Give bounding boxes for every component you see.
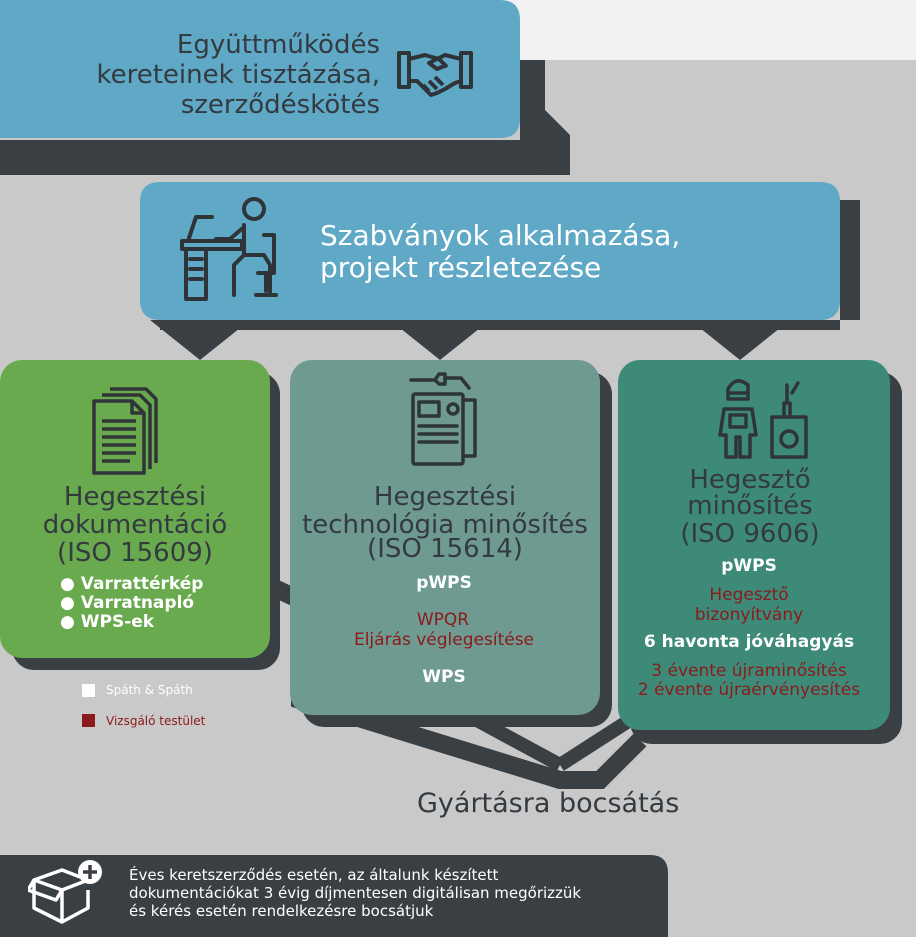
legend-swatch-vizsgalo [82, 714, 95, 727]
box-plus-icon [28, 858, 108, 928]
card-welder-qualification [618, 360, 890, 730]
step-item: Hegesztő [709, 585, 789, 605]
bullet-item: ● Varrattérkép [60, 574, 204, 594]
documents-icon [90, 385, 160, 475]
legend [82, 682, 282, 732]
card-title-line: (ISO 9606) [680, 519, 820, 549]
banner1-line: szerződéskötés [180, 90, 380, 120]
card-title-line: (ISO 15609) [57, 538, 213, 568]
card-title-line: Hegesztő [689, 465, 811, 495]
card-title-line: Hegesztési [373, 482, 517, 512]
footer-line: Éves keretszerződés esetén, az általunk készített [129, 866, 499, 884]
banner1-shadow-step [0, 140, 545, 175]
arrow-left [150, 320, 250, 360]
step-item: 2 évente újraérvényesítés [637, 680, 861, 700]
card-title-line: minősítés [687, 491, 813, 521]
step-item: 6 havonta jóváhagyás [643, 632, 855, 652]
bullet-text: WPS-ek [80, 612, 155, 632]
step-item: WPS [422, 667, 466, 687]
welding-machine-icon [405, 370, 485, 470]
arrow-middle [390, 320, 490, 360]
card-documentation [0, 360, 270, 658]
legend-swatch-spath [82, 684, 95, 697]
step-item: 3 évente újraminősítés [651, 661, 847, 681]
banner1-line: Együttműködés [176, 30, 380, 60]
footer-line: dokumentációkat 3 évig díjmentesen digitálisan megőrizzük [129, 884, 582, 902]
banner1-line: kereteinek tisztázása, [96, 60, 380, 90]
card-title-line: (ISO 15614) [367, 534, 523, 564]
arrow-right [690, 320, 790, 360]
bullet-text: Varratnapló [80, 593, 195, 613]
step-item: WPQR [416, 610, 470, 630]
step-item: pWPS [416, 573, 472, 593]
banner2-line: projekt részletezése [320, 251, 602, 284]
step-item: Eljárás véglegesítése [353, 630, 535, 650]
bullet-item: ● Varratnapló [60, 593, 195, 613]
footer-line: és kérés esetén rendelkezésre bocsátjuk [129, 902, 434, 920]
card-technology-qualification [290, 360, 600, 715]
card-title-line: technológia minősítés [302, 510, 588, 540]
legend-label: Vizsgáló testület [106, 714, 206, 728]
bullet-text: Varrattérkép [80, 574, 204, 594]
output-label: Gyártásra bocsátás [417, 788, 680, 819]
banner-cooperation [20, 30, 380, 125]
step-item: bizonyítvány [694, 605, 804, 625]
handshake-icon [395, 45, 475, 105]
bullet-item: ● WPS-ek [60, 612, 155, 632]
step-item: pWPS [721, 556, 777, 576]
card-title-line: dokumentáció [42, 510, 228, 540]
legend-label: Spáth & Spáth [106, 683, 193, 697]
card-title-line: Hegesztési [63, 482, 207, 512]
welder-icon [718, 375, 813, 460]
desk-worker-icon [178, 195, 283, 305]
banner2-line: Szabványok alkalmazása, [320, 219, 681, 252]
